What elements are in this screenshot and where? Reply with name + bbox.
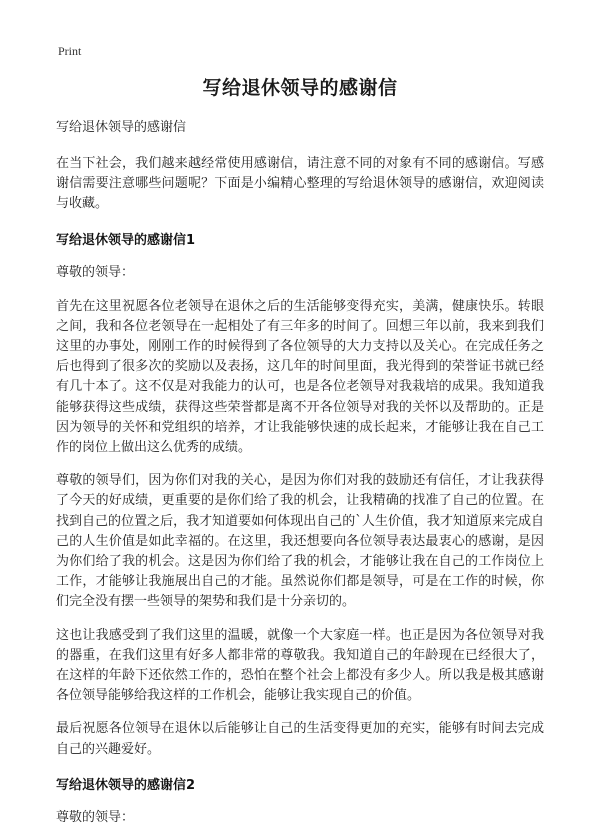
letter-section-1 bbox=[56, 231, 544, 760]
body-paragraph: 这也让我感受到了我们这里的温暖，就像一个大家庭一样。也正是因为各位领导对我的器重，在我们这里有好多人都非常的尊敬我。我知道自己的年龄现在已经很大了，在这样的年龄下还依然工作的，恐怕在整个社会上都没有多少人。所以我是极其感谢各位领导能够给我这样的工作机会，能够让我实现自己的价值。 bbox=[56, 627, 544, 704]
page-title: 写给退休领导的感谢信 bbox=[202, 77, 398, 99]
section-heading: 写给退休领导的感谢信1 bbox=[56, 232, 196, 248]
body-paragraph: 最后祝愿各位领导在退休以后能够让自己的生活变得更加的充实，能够有时间去完成自己的兴趣爱好。 bbox=[56, 721, 544, 757]
salutation: 尊敬的领导： bbox=[56, 264, 135, 280]
body-paragraph: 首先在这里祝愿各位老领导在退休之后的生活能够变得充实，美满，健康快乐。转眼之间，我和各位老领导在一起相处了有三年多的时间了。回想三年以前，我来到我们这里的办事处，刚刚工作的时候得到了各位领导的大力支持以及关心。在完成任务之后也得到了很多次的奖励以及表扬，这几年的时间里面，我光得到的荣誉证书就已经有几十本了。这不仅是对我能力的认可，也是各位老领导对我栽培的成果。我知道我能够获得这些成绩，获得这些荣誉都是离不开各位领导对我的关怀以及帮助的。正是因为领导的关怀和党组织的培养，才让我能够快速的成长起来，才能够让我在自己工作的岗位上做出这么优秀的成绩。 bbox=[56, 298, 544, 456]
section-heading: 写给退休领导的感谢信2 bbox=[56, 777, 196, 793]
salutation: 尊敬的领导： bbox=[56, 809, 135, 825]
body-paragraph: 尊敬的领导们，因为你们对我的关心，是因为你们对我的鼓励还有信任，才让我获得了今天的好成绩，更重要的是你们给了我的机会，让我精确的找准了自己的位置。在找到自己的位置之后，我才知道要如何体现出自己的`人生价值，我才知道原来完成自己的人生价值是如此幸福的。在这里，我还想要向各位领导表达最衷心的感谢，是因为你们给了我的机会。这是因为你们给了我的机会，才能够让我在自己的工作岗位上工作，才能够让我施展出自己的才能。虽然说你们都是领导，可是在工作的时候，你们完全没有摆一些领导的架势和我们是十分亲切的。 bbox=[56, 473, 544, 610]
letter-section-2 bbox=[56, 776, 544, 828]
print-link[interactable]: Print bbox=[58, 44, 82, 58]
intro-paragraph: 在当下社会，我们越来越经常使用感谢信，请注意不同的对象有不同的感谢信。写感谢信需要注意哪些问题呢？下面是小编精心整理的写给退休领导的感谢信，欢迎阅读与收藏。 bbox=[56, 156, 544, 212]
subtitle: 写给退休领导的感谢信 bbox=[56, 120, 187, 135]
